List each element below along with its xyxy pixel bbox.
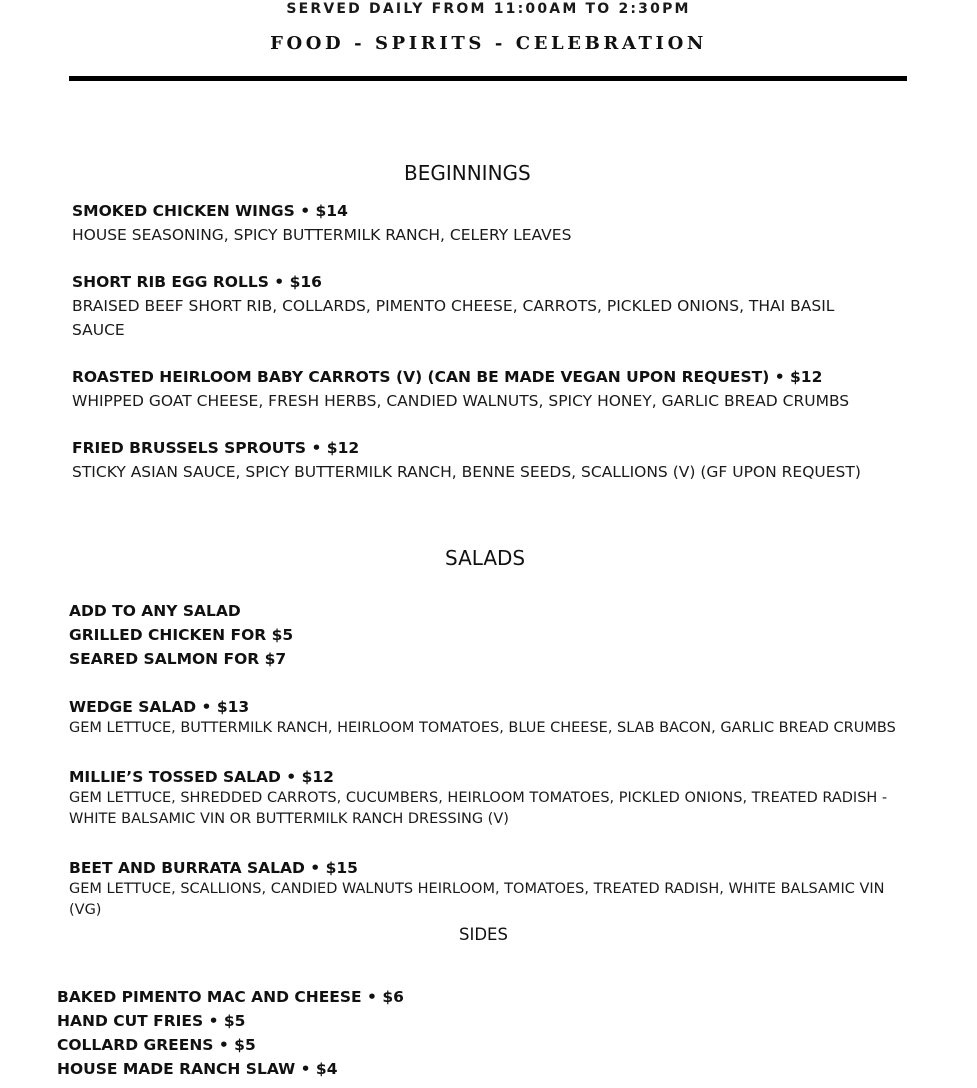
menu-item-description: GEM LETTUCE, BUTTERMILK RANCH, HEIRLOOM TOMATOES, BLUE CHEESE, SLAB BACON, GARLIC BREAD CRUMBS [69,720,896,736]
salad-addon-heading: ADD TO ANY SALAD [69,602,241,620]
salad-addon: SEARED SALMON FOR $7 [69,650,287,668]
menu-item-name: FRIED BRUSSELS SPROUTS • $12 [72,439,360,457]
side-item: HOUSE MADE RANCH SLAW • $4 [57,1060,338,1078]
side-item: HAND CUT FRIES • $5 [57,1012,246,1030]
menu-item-description: STICKY ASIAN SAUCE, SPICY BUTTERMILK RANCH, BENNE SEEDS, SCALLIONS (V) (GF UPON REQUEST) [72,463,861,481]
section-title-sides: SIDES [459,925,508,944]
menu-item-description: WHITE BALSAMIC VIN OR BUTTERMILK RANCH DRESSING (V) [69,811,509,827]
side-item: COLLARD GREENS • $5 [57,1036,256,1054]
side-item: BAKED PIMENTO MAC AND CHEESE • $6 [57,988,404,1006]
menu-item-name: WEDGE SALAD • $13 [69,698,250,716]
header-divider [69,76,907,81]
tagline: FOOD - SPIRITS - CELEBRATION [270,33,707,54]
menu-item-description: HOUSE SEASONING, SPICY BUTTERMILK RANCH, CELERY LEAVES [72,226,572,244]
menu-item-description: (VG) [69,902,102,918]
menu-item-description: WHIPPED GOAT CHEESE, FRESH HERBS, CANDIED WALNUTS, SPICY HONEY, GARLIC BREAD CRUMBS [72,392,850,410]
section-title-beginnings: BEGINNINGS [404,161,531,185]
menu-item-description: SAUCE [72,321,125,339]
menu-item-description: GEM LETTUCE, SHREDDED CARROTS, CUCUMBERS, HEIRLOOM TOMATOES, PICKLED ONIONS, TREATED RADISH - [69,790,888,806]
menu-item-name: ROASTED HEIRLOOM BABY CARROTS (V) (CAN BE MADE VEGAN UPON REQUEST) • $12 [72,368,823,386]
service-hours: SERVED DAILY FROM 11:00AM TO 2:30PM [286,1,691,17]
menu-item-name: SHORT RIB EGG ROLLS • $16 [72,273,322,291]
menu-item-name: SMOKED CHICKEN WINGS • $14 [72,202,348,220]
menu-item-name: BEET AND BURRATA SALAD • $15 [69,859,358,877]
section-title-salads: SALADS [445,546,526,570]
menu-item-description: GEM LETTUCE, SCALLIONS, CANDIED WALNUTS HEIRLOOM, TOMATOES, TREATED RADISH, WHITE BALSAMIC VIN [69,881,885,897]
salad-addon: GRILLED CHICKEN FOR $5 [69,626,294,644]
menu-item-name: MILLIE’S TOSSED SALAD • $12 [69,768,334,786]
menu-item-description: BRAISED BEEF SHORT RIB, COLLARDS, PIMENTO CHEESE, CARROTS, PICKLED ONIONS, THAI BASIL [72,297,835,315]
